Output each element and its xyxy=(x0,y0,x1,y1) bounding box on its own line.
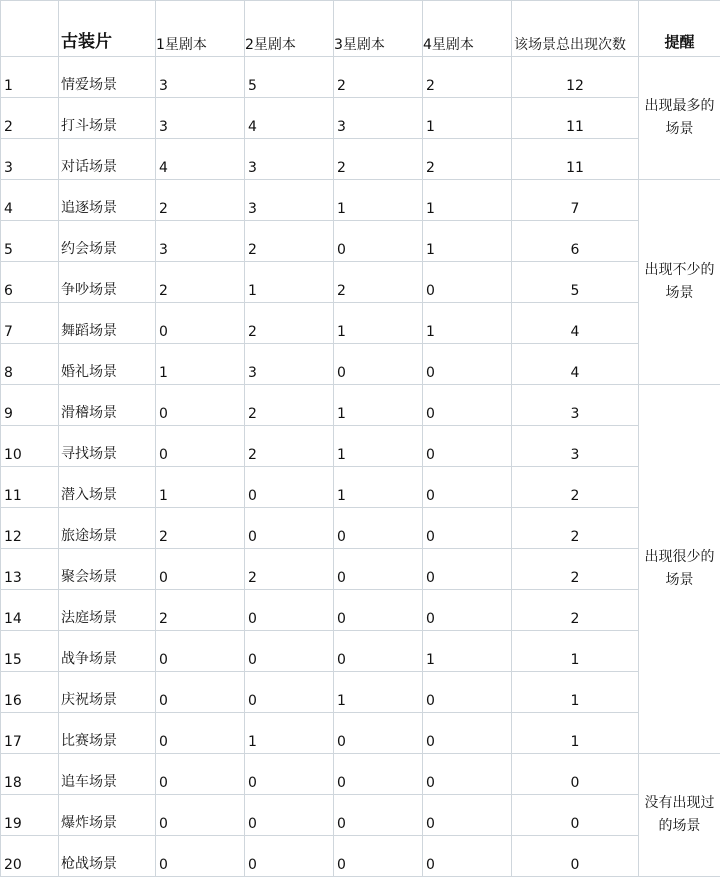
scene-name-cell[interactable]: 聚会场景 xyxy=(59,549,156,590)
star1-cell[interactable]: 2 xyxy=(156,508,245,549)
row-index[interactable]: 5 xyxy=(1,221,59,262)
star4-cell[interactable]: 2 xyxy=(423,139,512,180)
star3-cell[interactable]: 0 xyxy=(334,344,423,385)
star1-cell[interactable]: 3 xyxy=(156,98,245,139)
star2-cell[interactable]: 3 xyxy=(245,180,334,221)
star1-cell[interactable]: 0 xyxy=(156,303,245,344)
star2-cell[interactable]: 4 xyxy=(245,98,334,139)
row-index[interactable]: 15 xyxy=(1,631,59,672)
scene-name-cell[interactable]: 法庭场景 xyxy=(59,590,156,631)
table-row xyxy=(1,57,720,98)
row-index[interactable]: 8 xyxy=(1,344,59,385)
scene-name-cell[interactable]: 寻找场景 xyxy=(59,426,156,467)
header-3star[interactable]: 3星剧本 xyxy=(334,1,423,57)
star3-cell[interactable]: 0 xyxy=(334,754,423,795)
star4-cell[interactable]: 0 xyxy=(423,344,512,385)
total-cell[interactable]: 0 xyxy=(512,795,639,836)
scene-name-cell[interactable]: 追逐场景 xyxy=(59,180,156,221)
total-cell[interactable]: 6 xyxy=(512,221,639,262)
star4-cell[interactable]: 1 xyxy=(423,303,512,344)
total-cell[interactable]: 2 xyxy=(512,508,639,549)
star4-cell[interactable]: 0 xyxy=(423,549,512,590)
row-index[interactable]: 20 xyxy=(1,836,59,877)
row-index[interactable]: 4 xyxy=(1,180,59,221)
scene-name-cell[interactable]: 爆炸场景 xyxy=(59,795,156,836)
star2-cell[interactable]: 0 xyxy=(245,467,334,508)
star3-cell[interactable]: 0 xyxy=(334,590,423,631)
star1-cell[interactable]: 0 xyxy=(156,385,245,426)
star3-cell[interactable]: 0 xyxy=(334,836,423,877)
table-row xyxy=(1,344,720,385)
row-index[interactable]: 13 xyxy=(1,549,59,590)
scene-name-cell[interactable]: 情爱场景 xyxy=(59,57,156,98)
star4-cell[interactable]: 1 xyxy=(423,98,512,139)
header-1star[interactable]: 1星剧本 xyxy=(156,1,245,57)
star4-cell[interactable]: 0 xyxy=(423,385,512,426)
scene-name-cell[interactable]: 追车场景 xyxy=(59,754,156,795)
star2-cell[interactable]: 0 xyxy=(245,631,334,672)
star4-cell[interactable]: 0 xyxy=(423,262,512,303)
total-cell[interactable]: 11 xyxy=(512,98,639,139)
star3-cell[interactable]: 2 xyxy=(334,57,423,98)
star2-cell[interactable]: 2 xyxy=(245,221,334,262)
star4-cell[interactable]: 1 xyxy=(423,631,512,672)
star1-cell[interactable]: 2 xyxy=(156,180,245,221)
star3-cell[interactable]: 1 xyxy=(334,303,423,344)
total-cell[interactable]: 0 xyxy=(512,836,639,877)
table-body xyxy=(1,57,720,877)
table-row xyxy=(1,221,720,262)
table-row xyxy=(1,426,720,467)
scene-name-cell[interactable]: 对话场景 xyxy=(59,139,156,180)
total-cell[interactable]: 2 xyxy=(512,590,639,631)
star4-cell[interactable]: 0 xyxy=(423,713,512,754)
star1-cell[interactable]: 0 xyxy=(156,754,245,795)
scene-name-cell[interactable]: 争吵场景 xyxy=(59,262,156,303)
star3-cell[interactable]: 1 xyxy=(334,180,423,221)
total-cell[interactable]: 4 xyxy=(512,303,639,344)
table-row xyxy=(1,713,720,754)
table-row xyxy=(1,631,720,672)
star4-cell[interactable]: 0 xyxy=(423,795,512,836)
star2-cell[interactable]: 3 xyxy=(245,344,334,385)
total-cell[interactable]: 4 xyxy=(512,344,639,385)
scene-name-cell[interactable]: 旅途场景 xyxy=(59,508,156,549)
star3-cell[interactable]: 2 xyxy=(334,139,423,180)
star1-cell[interactable]: 4 xyxy=(156,139,245,180)
row-index[interactable]: 10 xyxy=(1,426,59,467)
total-cell[interactable]: 3 xyxy=(512,385,639,426)
star2-cell[interactable]: 0 xyxy=(245,754,334,795)
table-row xyxy=(1,139,720,180)
row-index[interactable]: 7 xyxy=(1,303,59,344)
scene-name-cell[interactable]: 潜入场景 xyxy=(59,467,156,508)
star2-cell[interactable]: 0 xyxy=(245,672,334,713)
table-row xyxy=(1,180,720,221)
star4-cell[interactable]: 0 xyxy=(423,590,512,631)
total-cell[interactable]: 11 xyxy=(512,139,639,180)
star3-cell[interactable]: 0 xyxy=(334,631,423,672)
table-row xyxy=(1,795,720,836)
star1-cell[interactable]: 3 xyxy=(156,57,245,98)
scene-name-cell[interactable]: 庆祝场景 xyxy=(59,672,156,713)
table-row xyxy=(1,590,720,631)
star1-cell[interactable]: 1 xyxy=(156,344,245,385)
star2-cell[interactable]: 0 xyxy=(245,836,334,877)
star2-cell[interactable]: 1 xyxy=(245,713,334,754)
star1-cell[interactable]: 0 xyxy=(156,549,245,590)
table-row xyxy=(1,508,720,549)
total-cell[interactable]: 2 xyxy=(512,549,639,590)
total-cell[interactable]: 1 xyxy=(512,631,639,672)
remind-note-cell[interactable]: 出现不少的场景 xyxy=(639,180,720,385)
star4-cell[interactable]: 2 xyxy=(423,57,512,98)
table-row xyxy=(1,262,720,303)
star2-cell[interactable]: 0 xyxy=(245,590,334,631)
table-row xyxy=(1,98,720,139)
star3-cell[interactable]: 0 xyxy=(334,221,423,262)
star4-cell[interactable]: 0 xyxy=(423,754,512,795)
star4-cell[interactable]: 0 xyxy=(423,508,512,549)
row-index[interactable]: 14 xyxy=(1,590,59,631)
remind-note-cell[interactable]: 出现很少的场景 xyxy=(639,385,720,754)
star1-cell[interactable]: 2 xyxy=(156,262,245,303)
header-2star[interactable]: 2星剧本 xyxy=(245,1,334,57)
row-index[interactable]: 17 xyxy=(1,713,59,754)
row-index[interactable]: 2 xyxy=(1,98,59,139)
star2-cell[interactable]: 5 xyxy=(245,57,334,98)
star1-cell[interactable]: 2 xyxy=(156,590,245,631)
total-cell[interactable]: 3 xyxy=(512,426,639,467)
star3-cell[interactable]: 0 xyxy=(334,508,423,549)
remind-note-cell[interactable]: 出现最多的场景 xyxy=(639,57,720,180)
star3-cell[interactable]: 0 xyxy=(334,549,423,590)
table-row xyxy=(1,385,720,426)
row-index[interactable]: 16 xyxy=(1,672,59,713)
row-index[interactable]: 18 xyxy=(1,754,59,795)
star3-cell[interactable]: 1 xyxy=(334,385,423,426)
scene-name-cell[interactable]: 比赛场景 xyxy=(59,713,156,754)
star1-cell[interactable]: 0 xyxy=(156,631,245,672)
row-index[interactable]: 11 xyxy=(1,467,59,508)
star1-cell[interactable]: 0 xyxy=(156,795,245,836)
star4-cell[interactable]: 1 xyxy=(423,221,512,262)
star1-cell[interactable]: 0 xyxy=(156,672,245,713)
total-cell[interactable]: 7 xyxy=(512,180,639,221)
star3-cell[interactable]: 1 xyxy=(334,672,423,713)
star4-cell[interactable]: 1 xyxy=(423,180,512,221)
header-remind[interactable]: 提醒 xyxy=(639,1,720,57)
table-row xyxy=(1,467,720,508)
star1-cell[interactable]: 3 xyxy=(156,221,245,262)
table-row xyxy=(1,303,720,344)
star2-cell[interactable]: 0 xyxy=(245,508,334,549)
header-4star[interactable]: 4星剧本 xyxy=(423,1,512,57)
star1-cell[interactable]: 1 xyxy=(156,467,245,508)
star1-cell[interactable]: 0 xyxy=(156,713,245,754)
star2-cell[interactable]: 2 xyxy=(245,385,334,426)
star2-cell[interactable]: 0 xyxy=(245,795,334,836)
row-index[interactable]: 1 xyxy=(1,57,59,98)
scene-name-cell[interactable]: 战争场景 xyxy=(59,631,156,672)
star1-cell[interactable]: 0 xyxy=(156,426,245,467)
header-title[interactable]: 古装片 xyxy=(59,1,156,57)
header-row xyxy=(1,1,720,57)
scene-name-cell[interactable]: 婚礼场景 xyxy=(59,344,156,385)
row-index[interactable]: 9 xyxy=(1,385,59,426)
star3-cell[interactable]: 1 xyxy=(334,467,423,508)
star2-cell[interactable]: 1 xyxy=(245,262,334,303)
table-row xyxy=(1,672,720,713)
star3-cell[interactable]: 3 xyxy=(334,98,423,139)
star4-cell[interactable]: 0 xyxy=(423,836,512,877)
header-index[interactable] xyxy=(1,1,59,57)
scene-name-cell[interactable]: 舞蹈场景 xyxy=(59,303,156,344)
total-cell[interactable]: 1 xyxy=(512,713,639,754)
total-cell[interactable]: 2 xyxy=(512,467,639,508)
star2-cell[interactable]: 2 xyxy=(245,303,334,344)
row-index[interactable]: 6 xyxy=(1,262,59,303)
star4-cell[interactable]: 0 xyxy=(423,672,512,713)
remind-note-cell[interactable]: 没有出现过的场景 xyxy=(639,754,720,877)
star3-cell[interactable]: 1 xyxy=(334,426,423,467)
star2-cell[interactable]: 2 xyxy=(245,426,334,467)
star2-cell[interactable]: 2 xyxy=(245,549,334,590)
star4-cell[interactable]: 0 xyxy=(423,467,512,508)
star4-cell[interactable]: 0 xyxy=(423,426,512,467)
total-cell[interactable]: 1 xyxy=(512,672,639,713)
scene-name-cell[interactable]: 打斗场景 xyxy=(59,98,156,139)
row-index[interactable]: 19 xyxy=(1,795,59,836)
star3-cell[interactable]: 0 xyxy=(334,795,423,836)
star2-cell[interactable]: 3 xyxy=(245,139,334,180)
star3-cell[interactable]: 2 xyxy=(334,262,423,303)
table-row xyxy=(1,549,720,590)
star3-cell[interactable]: 0 xyxy=(334,713,423,754)
total-cell[interactable]: 0 xyxy=(512,754,639,795)
scene-name-cell[interactable]: 滑稽场景 xyxy=(59,385,156,426)
table-row xyxy=(1,836,720,877)
star1-cell[interactable]: 0 xyxy=(156,836,245,877)
row-index[interactable]: 3 xyxy=(1,139,59,180)
scene-name-cell[interactable]: 约会场景 xyxy=(59,221,156,262)
table-row xyxy=(1,754,720,795)
total-cell[interactable]: 5 xyxy=(512,262,639,303)
row-index[interactable]: 12 xyxy=(1,508,59,549)
scene-name-cell[interactable]: 枪战场景 xyxy=(59,836,156,877)
header-total[interactable]: 该场景总出现次数 xyxy=(512,1,639,57)
total-cell[interactable]: 12 xyxy=(512,57,639,98)
